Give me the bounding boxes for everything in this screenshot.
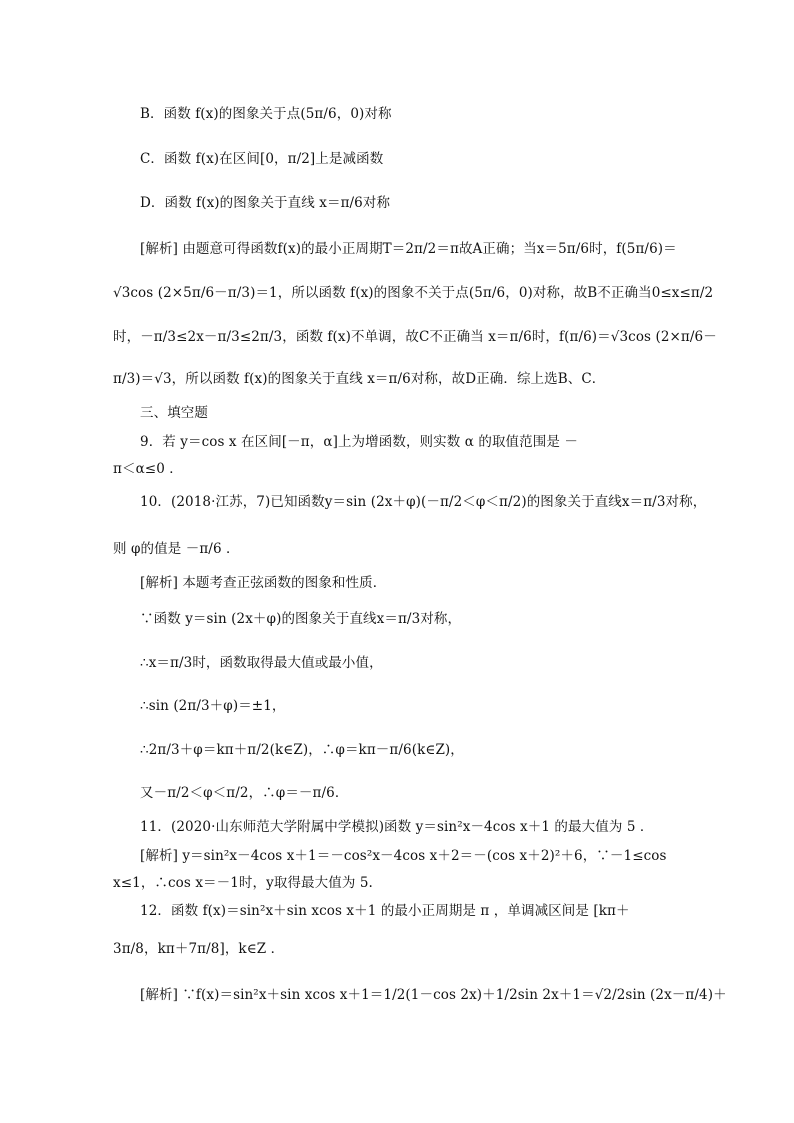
- text-line-q9-2: π＜α≤0 ．: [113, 461, 183, 477]
- text-line-sol8-1: [解析] 由题意可得函数f(x)的最小正周期T＝2π/2＝π故A正确；当x＝5π/6时，f(5π/6)＝: [140, 241, 677, 257]
- text-line-sol12-1: [解析] ∵f(x)＝sin²x＋sin xcos x＋1＝1/2(1－cos 2x)＋1/2sin 2x＋1＝√2/2sin (2x－π/4)＋: [140, 987, 727, 1003]
- text-line-sol8-2: √3cos (2×5π/6－π/3)＝1，所以函数 f(x)的图象不关于点(5π/6，0)对称，故B不正确当0≤x≤π/2: [113, 285, 714, 301]
- text-line-sol10-4: ∴sin (2π/3＋φ)＝±1，: [140, 698, 286, 714]
- text-line-q10-1: 10．(2018·江苏，7)已知函数y＝sin (2x＋φ)(－π/2＜φ＜π/2)的图象关于直线x＝π/3对称，: [140, 494, 707, 510]
- text-line-sol11-2: x≤1，∴cos x＝－1时，y取得最大值为 5.: [113, 875, 373, 891]
- text-line-sol11-1: [解析] y＝sin²x－4cos x＋1＝－cos²x－4cos x＋2＝－(cos x＋2)²＋6，∵－1≤cos: [140, 848, 667, 864]
- text-line-opt-b: B．函数 f(x)的图象关于点(5π/6，0)对称: [140, 106, 392, 122]
- text-line-q11: 11．(2020·山东师范大学附属中学模拟)函数 y＝sin²x－4cos x＋1 的最大值为 5 ．: [140, 819, 654, 835]
- text-line-opt-d: D．函数 f(x)的图象关于直线 x＝π/6对称: [140, 195, 391, 211]
- text-line-sol10-1: [解析] 本题考查正弦函数的图象和性质．: [140, 575, 387, 591]
- text-line-sol10-3: ∴x＝π/3时，函数取得最大值或最小值，: [140, 655, 383, 671]
- text-line-q10-2: 则 φ的值是 －π/6 ．: [113, 541, 240, 557]
- text-line-sol10-6: 又－π/2＜φ＜π/2，∴φ＝－π/6．: [140, 785, 349, 801]
- text-line-sol10-2: ∵函数 y＝sin (2x＋φ)的图象关于直线x＝π/3对称，: [140, 611, 462, 627]
- text-line-q9-1: 9．若 y＝cos x 在区间[－π，α]上为增函数，则实数 α 的取值范围是 －: [140, 434, 578, 450]
- text-line-sol8-4: π/3)＝√3，所以函数 f(x)的图象关于直线 x＝π/6对称，故D正确．综上选B、C．: [113, 371, 606, 387]
- text-line-q12-2: 3π/8，kπ＋7π/8]，k∈Z ．: [113, 941, 285, 957]
- text-line-opt-c: C．函数 f(x)在区间[0，π/2]上是减函数: [140, 151, 384, 167]
- text-line-sol10-5: ∴2π/3＋φ＝kπ＋π/2(k∈Z)，∴φ＝kπ－π/6(k∈Z)，: [140, 742, 464, 758]
- text-line-sec-3: 三、填空题: [140, 405, 208, 421]
- text-line-sol8-3: 时，－π/3≤2x－π/3≤2π/3，函数 f(x)不单调，故C不正确当 x＝π/6时，f(π/6)＝√3cos (2×π/6－: [113, 329, 717, 345]
- text-line-q12-1: 12．函数 f(x)＝sin²x＋sin xcos x＋1 的最小正周期是 π ，单调减区间是 [kπ＋: [140, 903, 630, 919]
